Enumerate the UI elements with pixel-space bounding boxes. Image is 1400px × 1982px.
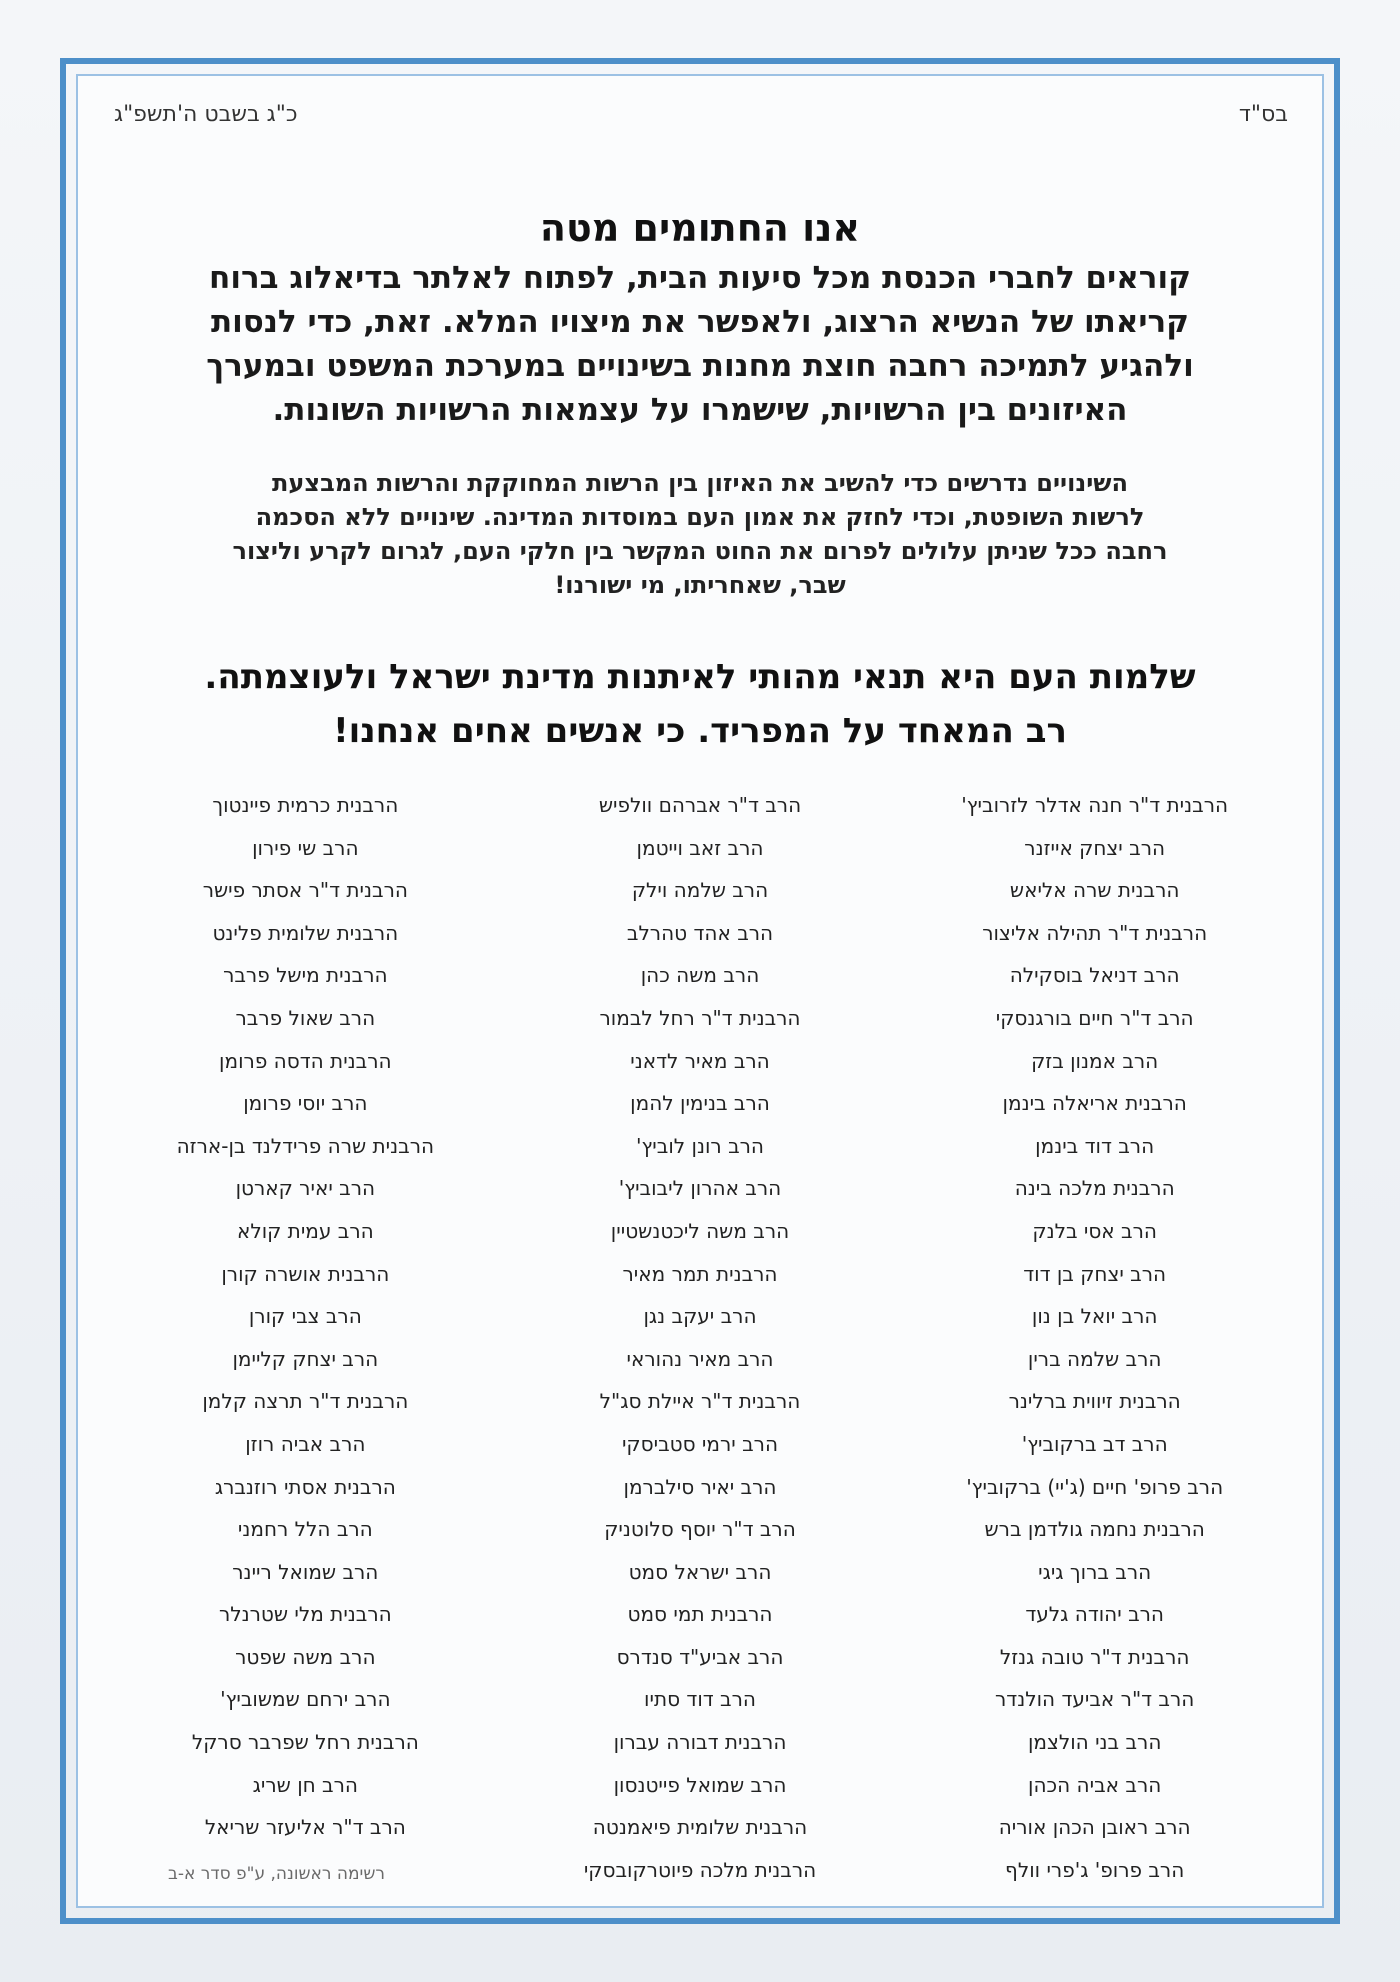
signatory-name: הרבנית ד"ר תהילה אליצור [982,920,1208,945]
intro-line: קריאתו של הנשיא הרצוג, ולאפשר את מיצויו המלא. זאת, כדי לנסות [210,304,1190,340]
signatories-column-right [897,784,1292,1894]
hebrew-date: כ"ג בשבט ה'תשפ"ג [114,102,298,127]
signatory-name: הרבנית ד"ר טובה גנזל [999,1644,1190,1669]
signatory-name: הרב ברוך גיגי [1038,1559,1152,1584]
signatory-name: הרב שלמה וילק [631,878,769,903]
signatory-name: הרבנית ד"ר חנה אדלר לזרוביץ' [961,793,1229,817]
signatory-name: הרבנית אושרה קורן [221,1261,390,1286]
signatory-name: הרב רונן לוביץ' [636,1133,764,1158]
signatory-name: הרבנית מלכה בינה [1014,1176,1175,1201]
signatory-name: הרב זאב וייטמן [636,835,764,860]
intro-line: קוראים לחברי הכנסת מכל סיעות הבית, לפתוח לאלתר בדיאלוג ברוח [209,260,1191,296]
signatory-name: הרב משה ליכטנשטיין [610,1218,790,1243]
slogan [138,650,1262,758]
signatory-name: הרבנית ד"ר איילת סג"ל [599,1389,801,1414]
signatory-name: הרב יאיר סילברמן [623,1474,777,1499]
signatory-name: הרבנית תמר מאיר [622,1261,778,1286]
page-border [60,58,1340,1924]
signatory-name: הרב אביה רוזן [245,1431,366,1456]
signatories-column-left [108,784,503,1894]
signatory-name: הרב דב ברקוביץ' [1021,1431,1168,1456]
signatory-name: הרבנית ד"ר רחל לבמור [599,1005,801,1030]
signatory-name: הרבנית זיווית ברלינר [1008,1389,1181,1414]
signatory-name: הרב פרופ' חיים (ג'יי) ברקוביץ' [966,1474,1224,1499]
signatory-name: הרב יצחק בן דוד [1023,1261,1167,1286]
signatory-name: הרבנית שלומית פיאמנטה [592,1815,808,1840]
signatory-name: הרב דניאל בוסקילה [1009,963,1180,988]
signatory-name: הרבנית כרמית פיינטוך [212,793,399,817]
signatory-name: הרבנית דבורה עברון [613,1730,787,1755]
signatory-name: הרב יצחק קליימן [232,1346,379,1371]
signatory-name: הרבנית רחל שפרבר סרקל [191,1730,419,1755]
signatory-name: הרב יאיר קארטן [235,1176,376,1201]
petition-page [78,76,1322,1906]
signatory-name: הרב דוד בינמן [1035,1133,1155,1158]
signatory-name: הרב יצחק אייזנר [1024,835,1166,860]
intro-line: האיזונים בין הרשויות, שישמרו על עצמאות הרשויות השונות. [272,392,1128,428]
body-line: רחבה ככל שניתן עלולים לפרום את החוט המקשר בין חלקי העם, לגרום לקרע וליצור [232,537,1168,565]
signatory-name: הרב ירמי סטביסקי [621,1431,779,1456]
signatory-name: הרב משה שפטר [235,1644,376,1669]
signatory-name: הרב מאיר נהוראי [626,1346,774,1371]
signatory-name: הרב אסי בלנק [1032,1218,1157,1243]
page-title: אנו החתומים מטה [539,206,861,250]
signatory-name: הרבנית תמי סמט [627,1602,773,1627]
signatory-name: הרב משה כהן [640,963,760,988]
signatory-name: הרב ד"ר אביעד הולנדר [995,1687,1195,1712]
signatory-name: הרב שאול פרבר [235,1005,376,1030]
slogan-line: שלמות העם היא תנאי מהותי לאיתנות מדינת ישראל ולעוצמתה. [204,657,1196,697]
signatory-name: הרבנית אסתי רוזנברג [214,1474,396,1499]
signatory-name: הרב דוד סתיו [644,1687,756,1712]
signatory-name: הרב פרופ' ג'פרי וולף [1005,1857,1185,1882]
signatory-name: הרבנית מלי שטרנלר [218,1602,392,1627]
signatory-name: הרב ד"ר אליעזר שריאל [204,1815,406,1840]
page-inner-border [76,74,1324,1908]
signatory-name: הרב אהרון ליבוביץ' [618,1176,782,1201]
signatory-name: הרב מאיר לדאני [630,1048,770,1073]
list-footnote: רשימה ראשונה, ע"פ סדר א-ב [168,1864,385,1884]
signatories-column-middle [503,784,898,1894]
signatory-name: הרבנית מישל פרבר [223,963,388,988]
signatory-name: הרב יוסי פרומן [243,1091,368,1116]
body-paragraph [158,466,1242,602]
signatories-list [108,784,1292,1894]
signatory-name: הרב בנימין להמן [630,1091,770,1116]
bsd-header: בס"ד [1238,102,1288,127]
intro-paragraph [158,256,1242,432]
signatory-name: הרב ד"ר חיים בורגנסקי [995,1005,1194,1030]
signatory-name: הרב חן שריג [252,1772,358,1797]
signatory-name: הרב ד"ר אברהם וולפיש [598,793,802,817]
signatory-name: הרבנית ד"ר אסתר פישר [202,878,408,903]
signatory-name: הרב שי פירון [252,835,359,860]
signatory-name: הרבנית אריאלה בינמן [1002,1091,1187,1116]
signatory-name: הרב שמואל פייטנסון [613,1772,787,1797]
signatory-name: הרב הלל רחמני [237,1517,373,1542]
signatory-name: הרבנית שרה פרידלנד בן-ארזה [176,1133,435,1158]
signatory-name: הרב ד"ר יוסף סלוטניק [604,1517,796,1542]
signatory-name: הרבנית הדסה פרומן [219,1048,392,1073]
slogan-line: רב המאחד על המפריד. כי אנשים אחים אנחנו! [333,711,1067,751]
signatory-name: הרב צבי קורן [248,1304,362,1329]
signatory-name: הרב אביע"ד סנדרס [616,1644,784,1669]
signatory-name: הרב ראובן הכהן אוריה [998,1815,1191,1840]
signatory-name: הרבנית שלומית פלינט [212,920,399,945]
signatory-name: הרבנית מלכה פיוטרקובסקי [583,1857,817,1882]
signatory-name: הרב ירחם שמשוביץ' [220,1687,391,1712]
body-line: לרשות השופטת, וכדי לחזק את אמון העם במוסדות המדינה. שינויים ללא הסכמה [255,503,1145,531]
signatory-name: הרב אמנון בזק [1031,1048,1159,1073]
signatory-name: הרב אביה הכהן [1028,1772,1162,1797]
intro-line: ולהגיע לתמיכה רחבה חוצת מחנות בשינויים במערכת המשפט ובמערך [206,348,1194,384]
signatory-name: הרב ישראל סמט [628,1559,772,1584]
signatory-name: הרב בני הולצמן [1027,1730,1162,1755]
signatory-name: הרבנית שרה אליאש [1009,878,1180,903]
signatory-name: הרבנית נחמה גולדמן ברש [984,1517,1205,1542]
signatory-name: הרב יעקב נגן [643,1304,757,1329]
signatory-name: הרב עמית קולא [236,1218,374,1243]
signatory-name: הרבנית ד"ר תרצה קלמן [202,1389,409,1414]
body-line: שבר, שאחריתו, מי ישורנו! [554,571,846,599]
body-line: השינויים נדרשים כדי להשיב את האיזון בין הרשות המחוקקת והרשות המבצעת [272,469,1128,497]
signatory-name: הרב אהד טהרלב [626,920,774,945]
signatory-name: הרב שלמה ברין [1027,1346,1162,1371]
signatory-name: הרב שמואל ריינר [232,1559,379,1584]
signatory-name: הרב יהודה גלעד [1025,1602,1164,1627]
signatory-name: הרב יואל בן נון [1031,1304,1158,1329]
